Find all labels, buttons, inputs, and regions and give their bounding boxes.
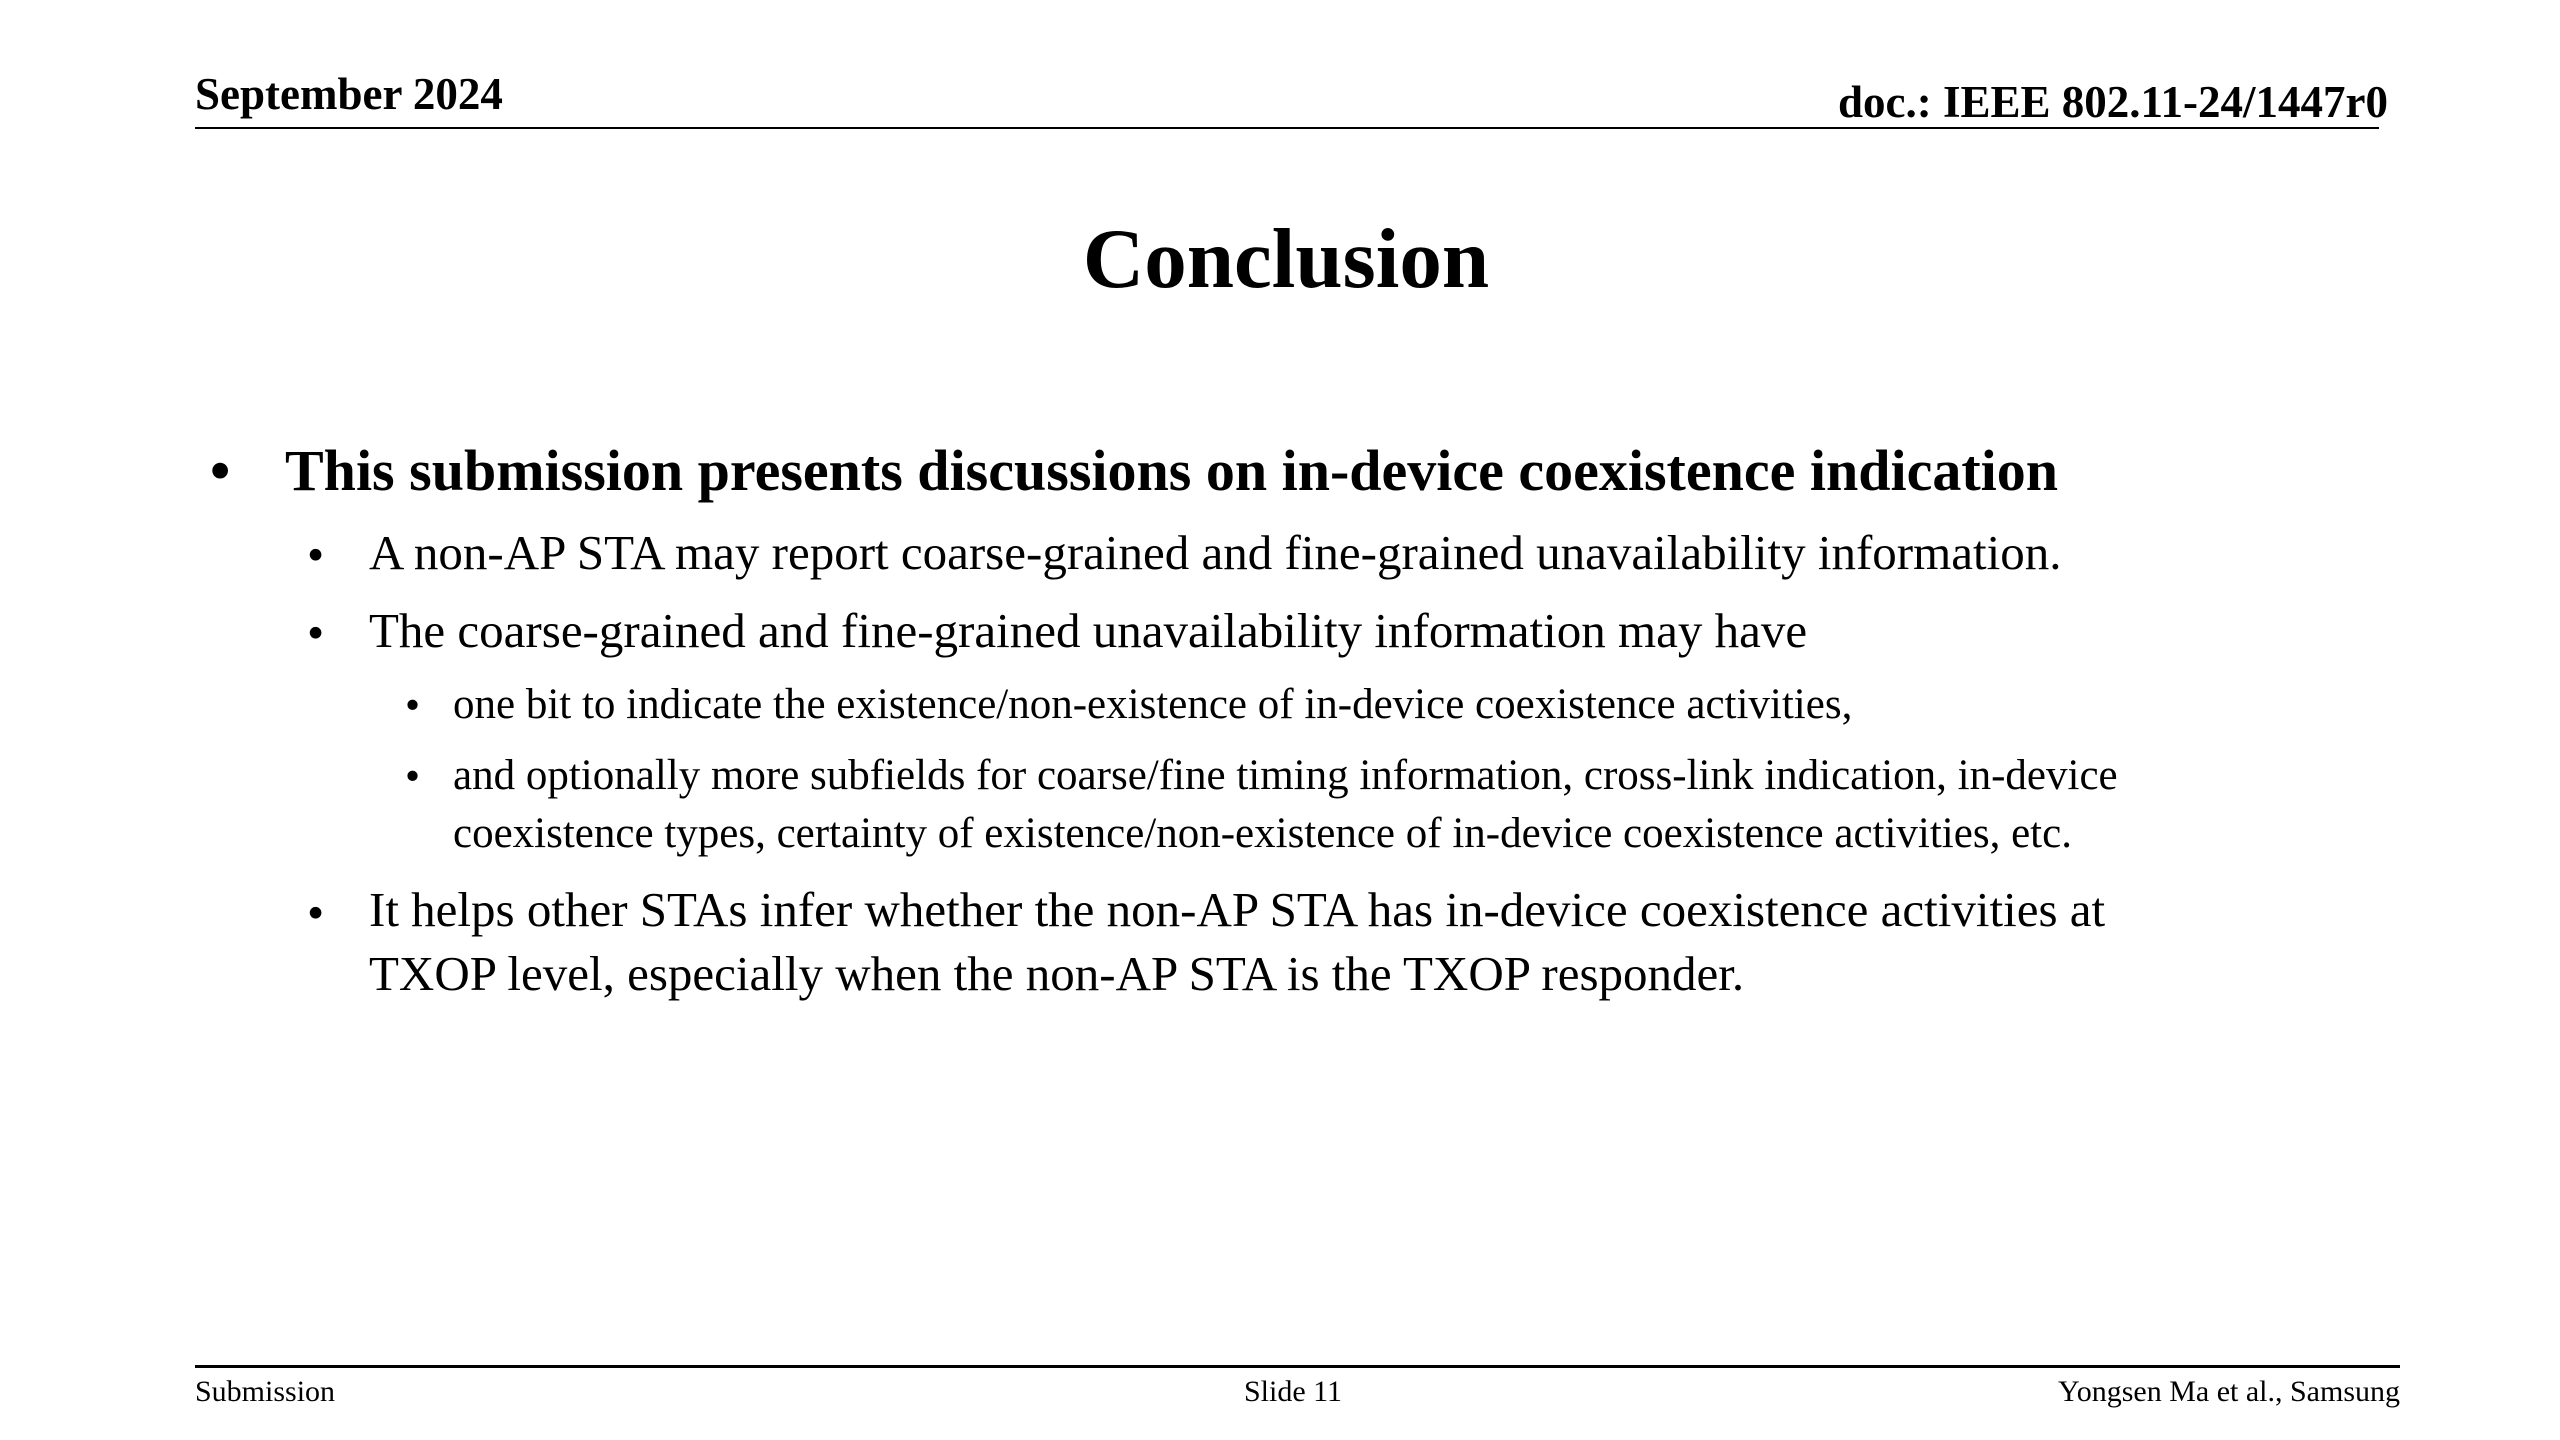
footer-slide-number: Slide 11 — [1244, 1375, 1343, 1408]
slide-title: Conclusion — [1082, 212, 1490, 306]
bullet-level3-text: one bit to indicate the existence/non-existence of in-device coexistence activities, — [453, 681, 1853, 728]
bullet-level2-text: A non-AP STA may report coarse-grained and fine-grained unavailability information. — [369, 525, 2062, 580]
bullet-level2-text-line1: It helps other STAs infer whether the non-AP STA has in-device coexistence activities at — [369, 882, 2106, 937]
bullet-level3-text-line1: and optionally more subfields for coarse/fine timing information, cross-link indication, in-device — [453, 752, 2118, 799]
bullet-level2-text-line2: TXOP level, especially when the non-AP STA is the TXOP responder. — [369, 946, 1745, 1001]
bullet-level3-text-line2: coexistence types, certainty of existence/non-existence of in-device coexistence activities, etc. — [453, 810, 2072, 857]
bullet-dot: • — [307, 885, 325, 940]
footer-divider — [195, 1365, 2400, 1368]
bullet-level1-text: This submission presents discussions on in-device coexistence indication — [285, 438, 2059, 503]
footer-submission: Submission — [195, 1375, 336, 1408]
bullet-dot: • — [307, 605, 325, 660]
bullet-dot: • — [210, 438, 231, 503]
header-divider — [195, 127, 2379, 129]
bullet-level2-text: The coarse-grained and fine-grained unavailability information may have — [369, 603, 1808, 658]
bullet-dot: • — [405, 753, 421, 800]
footer-author: Yongsen Ma et al., Samsung — [2058, 1375, 2400, 1408]
header-date: September 2024 — [195, 69, 503, 119]
bullet-dot: • — [405, 682, 421, 729]
header-doc-number: doc.: IEEE 802.11-24/1447r0 — [1837, 77, 2388, 127]
bullet-dot: • — [307, 527, 325, 582]
